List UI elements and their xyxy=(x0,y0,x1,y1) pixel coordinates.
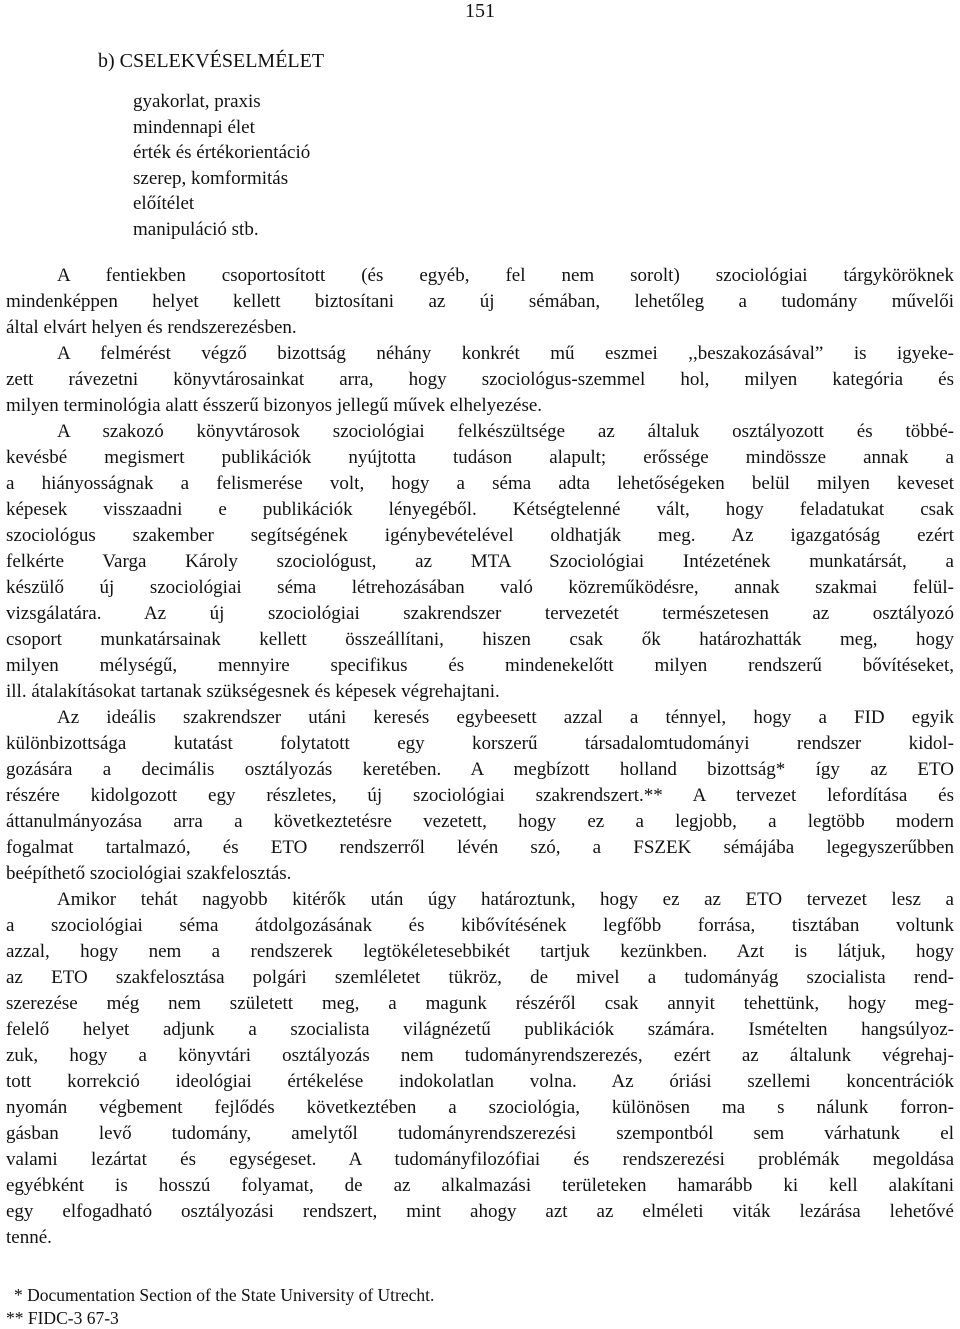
text-line: A felmérést végző bizottság néhány konkrét mű eszmei ,,beszakozásával” is igyeke- xyxy=(57,343,954,364)
text-line: különbizottsága kutatást folytatott egy korszerű társadalomtudományi rendszer kidol- xyxy=(6,733,954,754)
text-line: csoport munkatársainak kellett összeállítani, hiszen csak ők határozhatták meg, hogy xyxy=(6,629,954,650)
page-number: 151 xyxy=(465,0,495,22)
text-line: a szociológiai séma átdolgozásának és kibővítésének legfőbb forrása, tisztában voltunk xyxy=(6,915,954,936)
text-line: milyen mélységű, mennyire specifikus és mindenekelőtt milyen rendszerű bővítéseket, xyxy=(6,655,954,676)
text-line: áttanulmányozása arra a következtetésre vezetett, hogy ez a legjobb, a legtöbb modern xyxy=(6,811,954,832)
text-line: beépíthető szociológiai szakfelosztás. xyxy=(6,863,292,884)
text-line: az ETO szakfelosztása polgári szemléletet tükröz, de mivel a tudományág szocialista rend- xyxy=(6,967,954,988)
text-line: vizsgálatára. Az új szociológiai szakrendszer tervezetét természetesen az osztályozó xyxy=(6,603,954,624)
text-line: fogalmat tartalmazó, és ETO rendszerről lévén szó, a FSZEK sémájába legegyszerűbben xyxy=(6,837,954,858)
text-line: A fentiekben csoportosított (és egyéb, fel nem sorolt) szociológiai tárgyköröknek xyxy=(57,265,954,286)
footnote: ** FIDC-3 67-3 xyxy=(6,1308,119,1328)
topic-item: érték és értékorientáció xyxy=(133,142,311,163)
text-line: gozására a decimális osztályozás keretében. A megbízott holland bizottság* így az ETO xyxy=(6,759,954,780)
section-heading: b) CSELEKVÉSELMÉLET xyxy=(98,50,325,72)
text-line: a hiányosságnak a felismerése volt, hogy a séma adta lehetőségeken belül milyen keveset xyxy=(6,473,954,494)
text-line: szociológus szakember segítségének igénybevételével oldhatják meg. Az igazgatóság ezért xyxy=(6,525,954,546)
text-line: zett rávezetni könyvtárosainkat arra, hogy szociológus-szemmel hol, milyen kategória és xyxy=(6,369,954,390)
text-line: felelő helyet adjunk a szocialista világnézetű publikációk számára. Ismételten hangsúlyoz- xyxy=(6,1019,954,1040)
topic-item: mindennapi élet xyxy=(133,116,255,138)
text-line: gásban levő tudomány, amelytől tudományrendszerezési szempontból sem várhatunk el xyxy=(6,1123,954,1144)
text-line: egyébként is hosszú folyamat, de az alkalmazási területeken hamarább ki kell alakítani xyxy=(6,1175,954,1196)
text-line: milyen terminológia alatt ésszerű bizonyos jellegű művek elhelyezése. xyxy=(6,395,543,416)
text-line: tenné. xyxy=(6,1227,52,1248)
text-line: szerezése még nem született meg, a magunk részéről csak annyit tehettünk, hogy meg- xyxy=(6,993,954,1014)
text-line: Amikor tehát nagyobb kitérők után úgy határoztunk, hogy ez az ETO tervezet lesz a xyxy=(57,889,954,910)
text-line: képesek visszaadni e publikációk lényegéből. Kétségtelenné vált, hogy feladatukat csak xyxy=(6,499,954,520)
text-line: valami lezártat és egységeset. A tudományfilozófiai és rendszerezési problémák megoldása xyxy=(6,1149,954,1170)
text-line: Az ideális szakrendszer utáni keresés egybeesett azzal a ténnyel, hogy a FID egyik xyxy=(57,707,954,728)
text-line: felkérte Varga Károly szociológust, az MTA Szociológiai Intézetének munkatársát, a xyxy=(6,551,954,572)
text-line: A szakozó könyvtárosok szociológiai felkészültsége az általuk osztályozott és többé- xyxy=(57,421,954,442)
topic-item: előítélet xyxy=(133,193,195,214)
topic-item: gyakorlat, praxis xyxy=(133,91,261,112)
text-line: azzal, hogy nem a rendszerek legtökéletesebbikét tartjuk kezünkben. Azt is látjuk, hogy xyxy=(6,941,954,962)
text-line: által elvárt helyen és rendszerezésben. xyxy=(6,317,297,338)
text-line: részére kidolgozott egy részletes, új szociológiai szakrendszert.** A tervezet lefordítása és xyxy=(6,785,954,806)
text-line: készülő új szociológiai séma létrehozásában való közreműködésre, annak szakmai felül- xyxy=(6,577,954,598)
footnote: * Documentation Section of the State University of Utrecht. xyxy=(14,1285,435,1305)
topic-list xyxy=(133,89,310,242)
text-line: egy elfogadható osztályozási rendszert, mint ahogy azt az elméleti viták lezárása lehetővé xyxy=(6,1201,954,1222)
topic-item: manipuláció stb. xyxy=(133,218,259,240)
text-line: ill. átalakításokat tartanak szükségesnek és képesek végrehajtani. xyxy=(6,681,500,702)
text-line: zuk, hogy a könyvtári osztályozás nem tudományrendszerezés, ezért az általunk végrehaj- xyxy=(6,1045,954,1066)
text-line: nyomán végbement fejlődés következtében a szociológia, különösen ma s nálunk forron- xyxy=(6,1097,954,1118)
text-line: kevésbé megismert publikációk nyújtotta tudáson alapult; erőssége mindössze annak a xyxy=(6,447,954,468)
text-line: mindenképpen helyet kellett biztosítani az új sémában, lehetőleg a tudomány művelői xyxy=(6,291,954,312)
topic-item: szerep, komformitás xyxy=(133,167,289,189)
text-line: tott korrekció ideológiai értékelése indokolatlan volna. Az óriási szellemi koncentrációk xyxy=(6,1071,954,1092)
